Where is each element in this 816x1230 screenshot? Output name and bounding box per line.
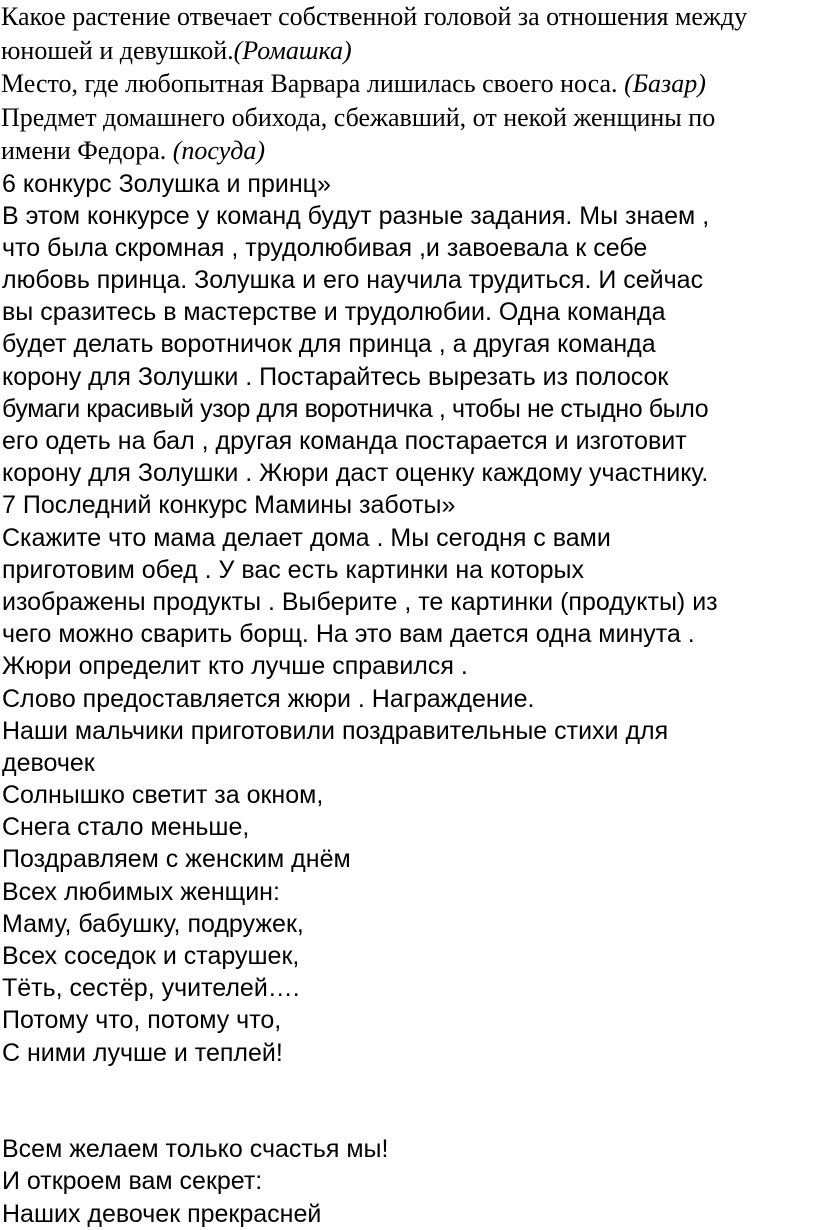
contest-6-line: его одеть на бал , другая команда постарается и изготовит <box>2 427 687 455</box>
contest-7-line: чего можно сварить борщ. На это вам дается одна минута . <box>2 620 695 649</box>
contest-6-line: любовь принца. Золушка и его научила трудиться. И сейчас <box>2 266 704 295</box>
blank-line <box>2 1069 816 1101</box>
poem-1-line: Солнышко светит за окном, <box>2 781 324 810</box>
contest-7-line: Жюри определит кто лучше справился . <box>2 652 468 681</box>
riddle-3-line-2 <box>1 134 816 168</box>
contest-6-line: что была скромная , трудолюбивая ,и завоевала к себе <box>2 233 648 262</box>
poem-1-line: Тёть, сестёр, учителей…. <box>2 974 300 1003</box>
riddle-1-line-1: Какое растение отвечает собственной головой за отношения между <box>1 2 748 31</box>
intro-line: девочек <box>2 748 95 777</box>
riddle-1-text: юношей и девушкой. <box>1 35 234 65</box>
riddle-3-line-1: Предмет домашнего обихода, сбежавший, от некой женщины по <box>1 102 716 132</box>
riddle-2-text: Место, где любопытная Варвара лишилась своего носа. <box>1 69 625 98</box>
poem-1-line: Снега стало меньше, <box>2 813 250 842</box>
contest-7-line: Скажите что мама делает дома . Мы сегодня с вами <box>2 523 611 552</box>
poem-1-line: С ними лучше и теплей! <box>2 1038 283 1067</box>
contest-6-heading: 6 конкурс Золушка и принц» <box>2 169 331 198</box>
poem-2-line: И откроем вам секрет: <box>2 1167 263 1196</box>
poem-2-line: Наших девочек прекрасней <box>2 1199 322 1228</box>
poem-1-line: Маму, бабушку, подружек, <box>2 909 304 938</box>
contest-6-line: корону для Золушки . Жюри даст оценку каждому участнику. <box>2 459 709 488</box>
award-line: Слово предоставляется жюри . Награждение. <box>2 684 535 713</box>
poem-1-line: Потому что, потому что, <box>2 1006 282 1035</box>
contest-6-line: В этом конкурсе у команд будут разные задания. Мы знаем , <box>2 201 710 230</box>
contest-6-line: будет делать воротничок для принца , а другая команда <box>2 330 656 359</box>
riddle-2-answer: (Базар) <box>624 69 706 98</box>
blank-line <box>2 1101 816 1133</box>
main-text <box>0 168 816 1230</box>
contest-7-line: изображены продукты . Выберите , те картинки (продукты) из <box>2 587 718 616</box>
intro-line: Наши мальчики приготовили поздравительные стихи для <box>2 716 669 745</box>
poem-1-line: Всех соседок и старушек, <box>2 942 300 970</box>
riddle-3-text: имени Федора. <box>1 136 173 165</box>
riddles-section <box>0 0 816 168</box>
contest-6-line: бумаги красивый узор для воротничка , чтобы не стыдно было <box>2 394 709 423</box>
contest-6-line: вы сразитесь в мастерстве и трудолюбии. Одна команда <box>2 298 666 327</box>
poem-1-line: Поздравляем с женским днём <box>2 845 351 874</box>
riddle-2-line <box>1 67 816 101</box>
poem-2-line: Всем желаем только счастья мы! <box>2 1135 389 1164</box>
contest-7-line: приготовим обед . У вас есть картинки на которых <box>2 555 584 584</box>
contest-6-line: корону для Золушки . Постарайтесь вырезать из полосок <box>2 362 669 391</box>
riddle-1-line-2 <box>1 34 816 68</box>
riddle-1-answer: (Ромашка) <box>233 35 352 65</box>
contest-7-heading: 7 Последний конкурс Мамины заботы» <box>2 491 456 520</box>
poem-1-line: Всех любимых женщин: <box>2 877 280 906</box>
riddle-3-answer: (посуда) <box>172 136 266 165</box>
